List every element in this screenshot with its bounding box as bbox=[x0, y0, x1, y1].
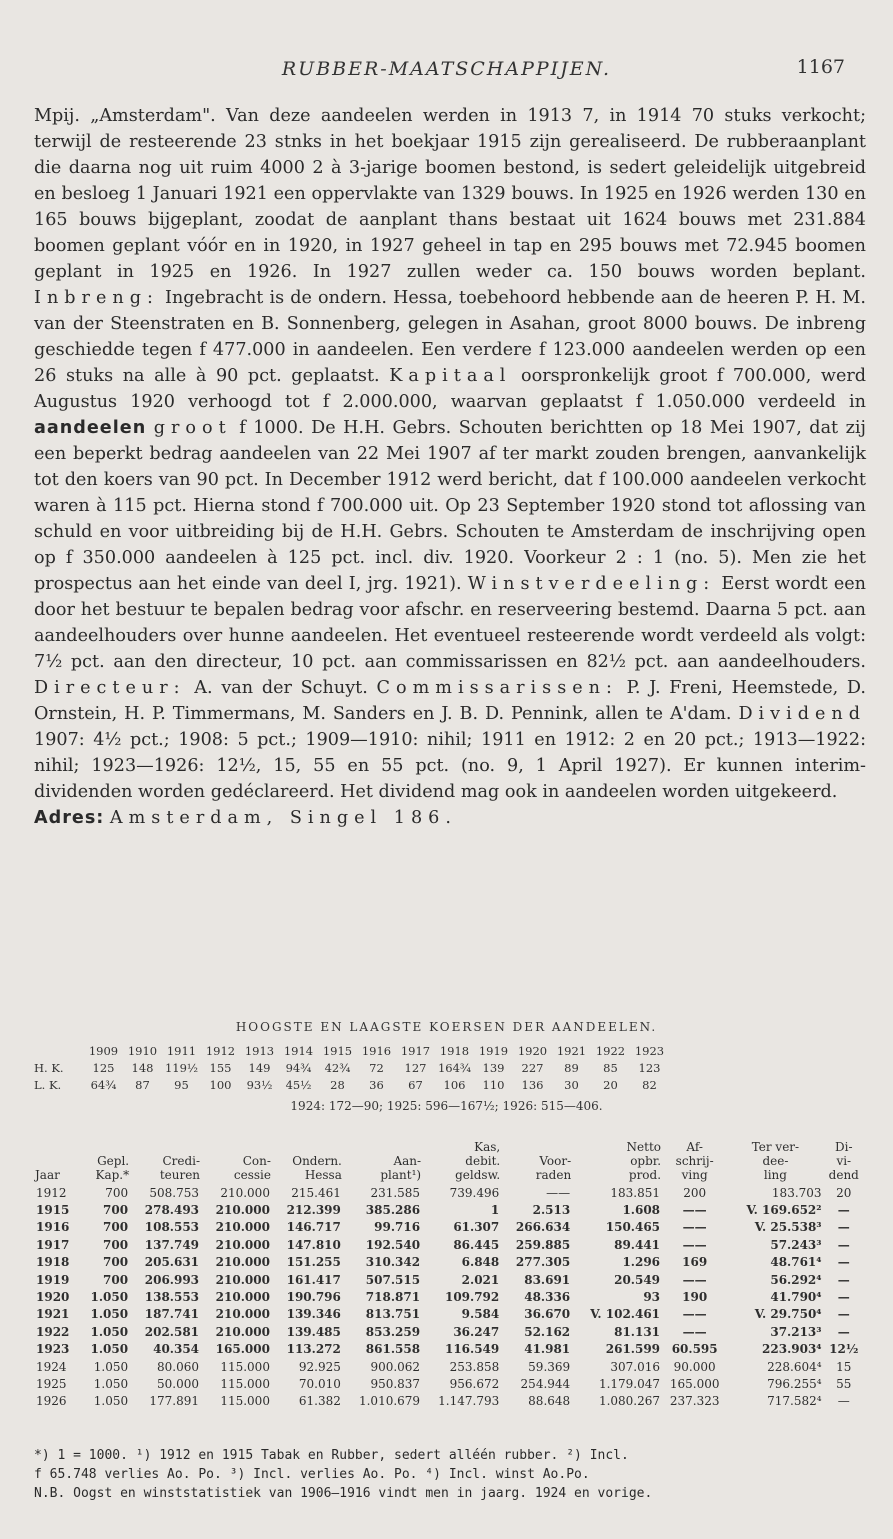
table-cell: 254.944 bbox=[520, 1376, 571, 1391]
low-cell: 28 bbox=[330, 1077, 345, 1092]
table-cell: 1917 bbox=[36, 1237, 70, 1252]
table-cell: — bbox=[837, 1237, 850, 1252]
table-cell: 187.741 bbox=[144, 1307, 200, 1322]
directeur-label: Directeur: bbox=[34, 678, 186, 698]
table-row bbox=[34, 1288, 864, 1305]
table-cell: —— bbox=[682, 1237, 707, 1252]
winstverdeeling-text: Eerst wordt een door het bestuur te bepalen bedrag voor afschr. en reserveering bestemd. Daarna 5 pct. aan aandeelhouders over hunne aandeelen. Het eventueel resteerende wordt verdeeld als volgt: 7½ pct. aan den directeur, 10 pct. aan commissarissen en 82½ pct. aan aandeelhouders. bbox=[34, 574, 867, 672]
table-cell: 210.000 bbox=[215, 1290, 270, 1305]
table-cell: 1918 bbox=[36, 1255, 70, 1270]
year-cell: 1920 bbox=[517, 1043, 548, 1058]
table-cell: 80.060 bbox=[157, 1359, 200, 1374]
commissarissen-label: Commissarissen: bbox=[376, 678, 618, 698]
table-cell: 151.255 bbox=[286, 1255, 341, 1270]
high-cell: 148 bbox=[131, 1060, 154, 1075]
column-header-line: Con- bbox=[242, 1154, 271, 1168]
table-row bbox=[34, 1201, 864, 1218]
adres-line bbox=[34, 805, 866, 831]
table-cell: 228.604⁴ bbox=[767, 1359, 822, 1374]
low-cell: 82 bbox=[642, 1077, 657, 1092]
column-header-line: Kap.* bbox=[95, 1168, 130, 1182]
column-header-line: prod. bbox=[628, 1168, 662, 1182]
table-cell: — bbox=[837, 1220, 850, 1235]
table-row bbox=[34, 1236, 864, 1253]
high-cell: 89 bbox=[564, 1060, 579, 1075]
table-cell: 1.179.047 bbox=[598, 1376, 661, 1391]
low-cell: 87 bbox=[135, 1077, 150, 1092]
table-cell: 137.749 bbox=[144, 1237, 200, 1252]
low-cell: 45½ bbox=[285, 1077, 312, 1092]
low-cell: 100 bbox=[209, 1077, 232, 1092]
adres-value: Amsterdam, Singel 186. bbox=[109, 808, 457, 828]
financial-body bbox=[34, 1184, 864, 1410]
column-header-line: Jaar bbox=[35, 1168, 60, 1182]
high-cell: 125 bbox=[92, 1060, 115, 1075]
table-cell: 1.050 bbox=[93, 1359, 129, 1374]
year-cell: 1914 bbox=[283, 1043, 314, 1058]
table-cell: 700 bbox=[103, 1237, 129, 1252]
table-cell: 15 bbox=[836, 1359, 852, 1374]
year-cell: 1923 bbox=[634, 1043, 665, 1058]
table-cell: 266.634 bbox=[515, 1220, 571, 1235]
table-cell: —— bbox=[682, 1324, 707, 1339]
table-cell: 86.445 bbox=[453, 1237, 500, 1252]
high-cell: 149 bbox=[248, 1060, 271, 1075]
table-cell: 37.213³ bbox=[770, 1324, 822, 1339]
table-cell: 139.346 bbox=[286, 1307, 341, 1322]
table-cell: 6.848 bbox=[461, 1255, 500, 1270]
low-cell: 64¾ bbox=[90, 1077, 117, 1092]
table-cell: 99.716 bbox=[374, 1220, 421, 1235]
table-cell: 385.286 bbox=[365, 1203, 421, 1218]
column-header-line: opbr. bbox=[630, 1154, 662, 1168]
table-cell: 177.891 bbox=[149, 1394, 200, 1409]
dividend-label: Dividend bbox=[738, 704, 867, 724]
column-header bbox=[130, 1140, 201, 1184]
table-cell: 70.010 bbox=[298, 1376, 341, 1391]
description-paragraph bbox=[34, 103, 866, 805]
table-cell: 259.885 bbox=[515, 1237, 571, 1252]
table-cell: 253.858 bbox=[449, 1359, 500, 1374]
aandeelen-text: f 1000. De H.H. Gebrs. Schouten berichtten op 18 Mei 1907, dat zij een beperkt bedrag aandeelen van 22 Mei 1907 af ter markt zouden brengen, aanvankelijk tot den koers van 90 pct. In December 1912 werd bericht, dat f 100.000 aandeelen verkocht waren à 115 pct. Hierna stond f 700.000 uit. Op 23 September 1920 stond tot aflossing van schuld en voor uitbreiding bij de H.H. Gebrs. Schouten te Amsterdam de inschrijving open op f 350.000 aandeelen à 125 pct. incl. div. 1920. Voorkeur 2 : 1 (no. 5). Men zie het prospectus aan het einde van deel I, jrg. 1921). bbox=[34, 418, 866, 594]
table-cell: 192.540 bbox=[365, 1237, 421, 1252]
table-cell: —— bbox=[682, 1272, 707, 1287]
table-cell: 223.903⁴ bbox=[762, 1342, 822, 1357]
column-header bbox=[727, 1140, 823, 1184]
winstverdeeling-label: Winstverdeeling: bbox=[467, 574, 716, 594]
low-cell: 36 bbox=[369, 1077, 384, 1092]
low-cell: 67 bbox=[408, 1077, 423, 1092]
column-header-line: Ondern. bbox=[292, 1154, 342, 1168]
high-label: H. K. bbox=[34, 1060, 64, 1075]
table-cell: 81.131 bbox=[614, 1324, 661, 1339]
kapitaal-text: oorspronkelijk groot f 700.000, werd Augustus 1920 verhoogd tot f 2.000.000, waarvan geplaatst f 1.050.000 verdeeld in bbox=[34, 366, 867, 412]
column-header-line: plant¹) bbox=[380, 1168, 422, 1182]
table-cell: 700 bbox=[103, 1255, 129, 1270]
column-header-line: Hessa bbox=[304, 1168, 342, 1182]
high-cell: 127 bbox=[404, 1060, 427, 1075]
table-cell: 718.871 bbox=[365, 1290, 421, 1305]
column-header-line: Netto bbox=[626, 1140, 662, 1154]
table-cell: 237.323 bbox=[669, 1394, 720, 1409]
table-cell: 813.751 bbox=[365, 1307, 421, 1322]
table-cell: 61.307 bbox=[453, 1220, 500, 1235]
table-cell: 210.000 bbox=[215, 1255, 270, 1270]
low-cell: 20 bbox=[603, 1077, 618, 1092]
table-cell: 950.837 bbox=[370, 1376, 421, 1391]
table-cell: 1 bbox=[490, 1203, 500, 1218]
table-cell: 139.485 bbox=[286, 1324, 341, 1339]
table-cell: 115.000 bbox=[220, 1376, 270, 1391]
table-row bbox=[34, 1375, 864, 1392]
table-cell: 41.790⁴ bbox=[770, 1290, 822, 1305]
dividend-text: 1907: 4½ pct.; 1908: 5 pct.; 1909—1910: nihil; 1911 en 1912: 2 en 20 pct.; 1913—1922: nihil; 1923—1926: 12½, 15, 55 en 55 pct. (no. 9, 1 April 1927). Er kunnen interim-dividenden worden gedéclareerd. Het dividend mag ook in aandeelen worden uitgekeerd. bbox=[34, 730, 866, 802]
low-cell: 136 bbox=[521, 1077, 544, 1092]
aandeelen-label: aandeelen bbox=[34, 418, 147, 438]
table-row bbox=[34, 1254, 864, 1271]
table-cell: 1.147.793 bbox=[438, 1394, 500, 1409]
high-cell: 227 bbox=[521, 1060, 544, 1075]
low-cell: 93½ bbox=[246, 1077, 273, 1092]
table-cell: 1.050 bbox=[90, 1307, 129, 1322]
table-cell: 183.703 bbox=[771, 1185, 822, 1200]
year-cell: 1917 bbox=[400, 1043, 431, 1058]
table-cell: 508.753 bbox=[149, 1185, 200, 1200]
table-cell: 1.296 bbox=[622, 1255, 661, 1270]
table-cell: 507.515 bbox=[365, 1272, 421, 1287]
table-cell: —— bbox=[682, 1307, 707, 1322]
year-cell: 1918 bbox=[439, 1043, 470, 1058]
footnote-line: f 65.748 verlies Ao. Po. ³) Incl. verlies Ao. Po. ⁴) Incl. winst Ao.Po. bbox=[34, 1467, 590, 1482]
column-header-line: ling bbox=[763, 1168, 787, 1182]
column-header bbox=[343, 1140, 422, 1184]
table-cell: 61.382 bbox=[298, 1394, 341, 1409]
table-cell: 52.162 bbox=[524, 1324, 571, 1339]
table-cell: 40.354 bbox=[153, 1342, 200, 1357]
koersen-low-row bbox=[34, 1076, 669, 1093]
table-cell: 210.000 bbox=[215, 1272, 270, 1287]
table-cell: 88.648 bbox=[528, 1394, 571, 1409]
high-cell: 94¾ bbox=[285, 1060, 312, 1075]
table-cell: 83.691 bbox=[524, 1272, 571, 1287]
table-cell: 165.000 bbox=[669, 1376, 720, 1391]
koersen-high-row bbox=[34, 1059, 669, 1076]
table-cell: 50.000 bbox=[157, 1376, 200, 1391]
year-cell: 1919 bbox=[478, 1043, 509, 1058]
table-cell: 92.925 bbox=[298, 1359, 341, 1374]
table-cell: 2.021 bbox=[461, 1272, 500, 1287]
year-cell: 1916 bbox=[361, 1043, 392, 1058]
high-cell: 164¾ bbox=[437, 1060, 472, 1075]
table-cell: 1925 bbox=[36, 1376, 67, 1391]
table-row bbox=[34, 1341, 864, 1358]
low-cell: 110 bbox=[482, 1077, 505, 1092]
table-cell: 113.272 bbox=[286, 1342, 341, 1357]
year-cell: 1915 bbox=[322, 1043, 353, 1058]
table-row bbox=[34, 1184, 864, 1201]
table-cell: 1926 bbox=[36, 1394, 67, 1409]
column-header bbox=[422, 1140, 501, 1184]
table-cell: 146.717 bbox=[286, 1220, 341, 1235]
table-cell: 165.000 bbox=[215, 1342, 270, 1357]
table-cell: 108.553 bbox=[144, 1220, 200, 1235]
koersen-years-row bbox=[34, 1042, 669, 1059]
column-header-line: vi- bbox=[836, 1154, 852, 1168]
column-header bbox=[572, 1140, 662, 1184]
table-cell: 700 bbox=[105, 1185, 129, 1200]
table-cell: 200 bbox=[683, 1185, 707, 1200]
table-cell: 206.993 bbox=[144, 1272, 200, 1287]
year-cell: 1922 bbox=[595, 1043, 626, 1058]
column-header bbox=[201, 1140, 272, 1184]
high-cell: 85 bbox=[603, 1060, 618, 1075]
column-header bbox=[34, 1140, 80, 1184]
table-cell: — bbox=[837, 1324, 850, 1339]
table-cell: 210.000 bbox=[215, 1237, 270, 1252]
table-cell: 212.399 bbox=[286, 1203, 341, 1218]
table-cell: 48.761⁴ bbox=[770, 1255, 822, 1270]
column-header-line: Di- bbox=[835, 1140, 853, 1154]
table-cell: —— bbox=[546, 1185, 571, 1200]
table-cell: 150.465 bbox=[605, 1220, 661, 1235]
table-cell: 210.000 bbox=[215, 1203, 270, 1218]
table-cell: 1.050 bbox=[90, 1324, 129, 1339]
table-cell: 1.010.679 bbox=[358, 1394, 421, 1409]
table-cell: 205.631 bbox=[144, 1255, 200, 1270]
column-header bbox=[272, 1140, 343, 1184]
table-cell: — bbox=[837, 1203, 850, 1218]
table-cell: 202.581 bbox=[144, 1324, 200, 1339]
table-cell: 147.810 bbox=[286, 1237, 341, 1252]
column-header-line: debit. bbox=[465, 1154, 501, 1168]
year-cell: 1912 bbox=[205, 1043, 236, 1058]
table-cell: 56.292⁴ bbox=[770, 1272, 822, 1287]
table-cell: 1915 bbox=[36, 1203, 70, 1218]
inbreng-label: Inbreng: bbox=[34, 288, 159, 308]
column-header-line: schrij- bbox=[675, 1154, 714, 1168]
table-cell: 956.672 bbox=[449, 1376, 500, 1391]
table-cell: 138.553 bbox=[144, 1290, 200, 1305]
koersen-table bbox=[34, 1042, 669, 1093]
high-cell: 139 bbox=[482, 1060, 505, 1075]
table-cell: 12½ bbox=[829, 1342, 859, 1357]
koersen-title: HOOGSTE EN LAAGSTE KOERSEN DER AANDEELEN. bbox=[235, 1020, 658, 1034]
running-header-title: RUBBER-MAATSCHAPPIJEN. bbox=[281, 58, 612, 80]
table-cell: 310.342 bbox=[365, 1255, 421, 1270]
table-cell: 1.050 bbox=[90, 1290, 129, 1305]
table-cell: 307.016 bbox=[610, 1359, 661, 1374]
column-header bbox=[824, 1140, 864, 1184]
table-cell: 278.493 bbox=[144, 1203, 200, 1218]
table-cell: 60.595 bbox=[671, 1342, 718, 1357]
year-cell: 1910 bbox=[127, 1043, 158, 1058]
column-header-line: Credi- bbox=[162, 1154, 201, 1168]
table-cell: 1919 bbox=[36, 1272, 70, 1287]
company-description bbox=[34, 103, 866, 831]
table-cell: 59.369 bbox=[528, 1359, 571, 1374]
table-cell: — bbox=[837, 1290, 850, 1305]
table-cell: 20.549 bbox=[614, 1272, 661, 1287]
table-cell: 210.000 bbox=[215, 1307, 270, 1322]
table-cell: 853.259 bbox=[365, 1324, 421, 1339]
high-cell: 155 bbox=[209, 1060, 232, 1075]
low-cell: 30 bbox=[564, 1077, 579, 1092]
footnotes bbox=[34, 1446, 866, 1503]
column-header-line: Ter ver- bbox=[751, 1140, 800, 1154]
table-cell: 210.000 bbox=[215, 1220, 270, 1235]
table-cell: 215.461 bbox=[291, 1185, 341, 1200]
column-header-line: teuren bbox=[159, 1168, 201, 1182]
table-row bbox=[34, 1219, 864, 1236]
table-cell: 210.000 bbox=[215, 1324, 270, 1339]
table-cell: 183.851 bbox=[610, 1185, 661, 1200]
table-cell: V. 25.538³ bbox=[754, 1220, 822, 1235]
footnote-line: *) 1 = 1000. ¹) 1912 en 1915 Tabak en Rubber, sedert alléén rubber. ²) Incl. bbox=[34, 1448, 629, 1463]
year-cell: 1913 bbox=[244, 1043, 275, 1058]
table-cell: 115.000 bbox=[220, 1359, 270, 1374]
kapitaal-label: Kapitaal bbox=[389, 366, 512, 386]
column-header-line: cessie bbox=[233, 1168, 271, 1182]
table-cell: 1924 bbox=[36, 1359, 67, 1374]
table-cell: 36.670 bbox=[524, 1307, 571, 1322]
column-header-line: dend bbox=[828, 1168, 859, 1182]
table-cell: — bbox=[837, 1307, 850, 1322]
table-cell: 1922 bbox=[36, 1324, 70, 1339]
table-cell: 48.336 bbox=[524, 1290, 571, 1305]
table-cell: 89.441 bbox=[614, 1237, 661, 1252]
table-cell: 55 bbox=[836, 1376, 852, 1391]
low-label: L. K. bbox=[34, 1077, 62, 1092]
table-cell: 1921 bbox=[36, 1307, 70, 1322]
table-cell: 700 bbox=[103, 1203, 129, 1218]
table-cell: 1912 bbox=[36, 1185, 67, 1200]
table-cell: 277.305 bbox=[515, 1255, 571, 1270]
financial-header-row bbox=[34, 1140, 864, 1184]
high-cell: 42¾ bbox=[324, 1060, 351, 1075]
table-cell: 1923 bbox=[36, 1342, 70, 1357]
table-cell: 20 bbox=[836, 1185, 852, 1200]
table-cell: 1.050 bbox=[93, 1376, 129, 1391]
koersen-corner bbox=[34, 1042, 84, 1059]
table-cell: — bbox=[837, 1394, 850, 1409]
high-cell: 123 bbox=[638, 1060, 661, 1075]
table-cell: V. 29.750⁴ bbox=[754, 1307, 822, 1322]
table-cell: 41.981 bbox=[524, 1342, 571, 1357]
table-cell: 1.050 bbox=[93, 1394, 129, 1409]
table-cell: V. 169.652² bbox=[746, 1203, 822, 1218]
page-number: 1167 bbox=[796, 56, 845, 78]
table-cell: 210.000 bbox=[220, 1185, 270, 1200]
column-header-line: dee- bbox=[762, 1154, 789, 1168]
table-cell: 2.513 bbox=[532, 1203, 571, 1218]
column-header bbox=[501, 1140, 572, 1184]
low-cell: 106 bbox=[443, 1077, 466, 1092]
table-row bbox=[34, 1271, 864, 1288]
column-header-line: raden bbox=[535, 1168, 572, 1182]
table-cell: 93 bbox=[643, 1290, 661, 1305]
table-cell: 161.417 bbox=[286, 1272, 341, 1287]
table-cell: 717.582⁴ bbox=[767, 1394, 822, 1409]
commissarissen-text: P. J. Freni, Heemstede, D. Ornstein, H. P. Timmermans, M. Sanders en J. B. D. Pennink, allen te A'dam. bbox=[34, 678, 867, 724]
table-cell: 115.000 bbox=[220, 1394, 270, 1409]
table-cell: 190.796 bbox=[286, 1290, 341, 1305]
table-row bbox=[34, 1358, 864, 1375]
table-cell: — bbox=[837, 1255, 850, 1270]
table-cell: 116.549 bbox=[444, 1342, 500, 1357]
year-cell: 1909 bbox=[88, 1043, 119, 1058]
table-cell: 739.496 bbox=[449, 1185, 500, 1200]
table-cell: 796.255⁴ bbox=[767, 1376, 822, 1391]
table-cell: 36.247 bbox=[453, 1324, 500, 1339]
high-cell: 119½ bbox=[164, 1060, 199, 1075]
column-header-line: geldsw. bbox=[455, 1168, 501, 1182]
table-cell: —— bbox=[682, 1203, 707, 1218]
table-cell: 169 bbox=[682, 1255, 708, 1270]
table-cell: 190 bbox=[682, 1290, 708, 1305]
low-cell: 95 bbox=[174, 1077, 189, 1092]
table-cell: 109.792 bbox=[444, 1290, 500, 1305]
groot-label: groot bbox=[153, 418, 232, 438]
footnote-line: N.B. Oogst en winststatistiek van 1906—1916 vindt men in jaarg. 1924 en vorige. bbox=[34, 1486, 653, 1501]
column-header-line: Aan- bbox=[393, 1154, 422, 1168]
table-cell: — bbox=[837, 1272, 850, 1287]
table-cell: 900.062 bbox=[370, 1359, 421, 1374]
directeur-text: A. van der Schuyt. bbox=[194, 678, 368, 698]
table-cell: 231.585 bbox=[370, 1185, 421, 1200]
table-cell: 9.584 bbox=[461, 1307, 500, 1322]
table-row bbox=[34, 1393, 864, 1410]
high-cell: 72 bbox=[369, 1060, 384, 1075]
table-cell: V. 102.461 bbox=[590, 1307, 661, 1322]
koersen-note: 1924: 172—90; 1925: 596—167½; 1926: 515—406. bbox=[290, 1099, 603, 1113]
table-cell: 1.050 bbox=[90, 1342, 129, 1357]
table-cell: 1916 bbox=[36, 1220, 70, 1235]
table-cell: 700 bbox=[103, 1272, 129, 1287]
column-header-line: Af- bbox=[686, 1140, 703, 1154]
table-row bbox=[34, 1323, 864, 1340]
table-cell: 700 bbox=[103, 1220, 129, 1235]
column-header bbox=[80, 1140, 131, 1184]
table-cell: 861.558 bbox=[365, 1342, 421, 1357]
column-header bbox=[662, 1140, 727, 1184]
column-header-line: ving bbox=[681, 1168, 708, 1182]
table-cell: 1920 bbox=[36, 1290, 70, 1305]
table-cell: 90.000 bbox=[673, 1359, 716, 1374]
year-cell: 1921 bbox=[556, 1043, 587, 1058]
column-header-line: Voor- bbox=[539, 1154, 572, 1168]
table-cell: —— bbox=[682, 1220, 707, 1235]
table-cell: 1.080.267 bbox=[598, 1394, 661, 1409]
table-cell: 261.599 bbox=[605, 1342, 661, 1357]
table-cell: 1.608 bbox=[622, 1203, 661, 1218]
adres-label: Adres: bbox=[34, 808, 105, 828]
history-text: Mpij. „Amsterdam". Van deze aandeelen werden in 1913 7, in 1914 70 stuks verkocht; terwijl de resteerende 23 stnks in het boekjaar 1915 zijn gerealiseerd. De rubberaanplant die daarna nog uit ruim 4000 2 à 3-jarige boomen bestond, is sedert geleidelijk uitgebreid en besloeg 1 Januari 1921 een oppervlakte van 1329 bouws. In 1925 en 1926 werden 130 en 165 bouws bijgeplant, zoodat de aanplant thans bestaat uit 1624 bouws met 231.884 boomen geplant vóór en in 1920, in 1927 geheel in tap en 295 bouws met 72.945 boomen geplant in 1925 en 1926. In 1927 zullen weder ca. 150 bouws worden beplant. bbox=[34, 106, 866, 282]
financial-table bbox=[34, 1140, 864, 1410]
column-header-line: Gepl. bbox=[97, 1154, 130, 1168]
year-cell: 1911 bbox=[166, 1043, 197, 1058]
inbreng-text: Ingebracht is de ondern. Hessa, toebehoord hebbende aan de heeren P. H. M. van der Steenstraten en B. Sonnenberg, gelegen in Asahan, groot 8000 bouws. De inbreng geschiedde tegen f 477.000 in aandeelen. Een verdere f 123.000 aandeelen werden op een 26 stuks na alle à 90 pct. geplaatst. bbox=[34, 288, 867, 386]
table-row bbox=[34, 1306, 864, 1323]
column-header-line: Kas, bbox=[474, 1140, 501, 1154]
table-cell: 57.243³ bbox=[770, 1237, 822, 1252]
